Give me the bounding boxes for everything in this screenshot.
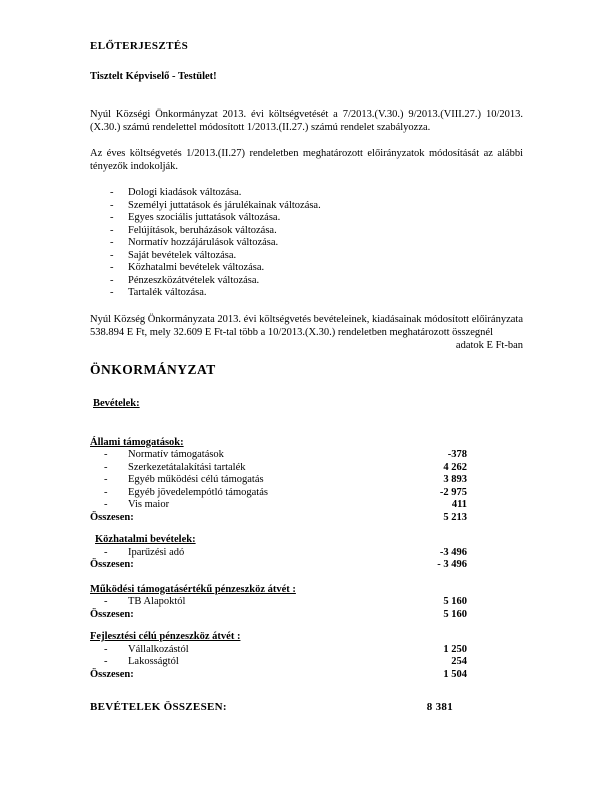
list-item-text: Közhatalmi bevételek változása.: [128, 262, 265, 273]
grand-total-value: 8 381: [426, 701, 453, 713]
total-value: 1 504: [443, 668, 467, 680]
line-item-label: Vis maior: [128, 499, 170, 510]
line-item-value: -2 975: [439, 486, 467, 498]
dash-marker: -: [110, 212, 114, 223]
dash-marker: -: [110, 262, 114, 273]
dash-marker: -: [104, 474, 108, 485]
salutation: Tisztelt Képviselő - Testület!: [90, 71, 217, 82]
line-item-label: TB Alapoktól: [128, 596, 186, 607]
group-allami-tamogatasok: [90, 437, 523, 525]
dash-marker: -: [104, 499, 108, 510]
line-item-value: 3 893: [443, 474, 467, 485]
list-item-text: Felújítások, beruházások változása.: [128, 224, 277, 236]
units-note: adatok E Ft-ban: [455, 339, 523, 351]
line-item: [90, 596, 523, 609]
list-item: [110, 250, 523, 263]
line-item: [90, 656, 523, 669]
line-item-label: Szerkezetátalakítási tartalék: [128, 461, 246, 473]
dash-marker: -: [110, 187, 114, 198]
line-item-value: 4 262: [443, 461, 467, 473]
list-item: [110, 200, 523, 213]
line-item: [90, 462, 523, 475]
dash-marker: -: [110, 224, 114, 236]
total-label: Összesen:: [90, 559, 134, 570]
dash-marker: -: [104, 461, 108, 473]
paragraph-factors: Az éves költségvetés 1/2013.(II.27) rendeletben meghatározott előirányzatok módosítását az alábbi tényezők indokolják.: [90, 148, 523, 172]
total-value: 5 160: [443, 608, 467, 620]
dash-marker: -: [110, 274, 114, 286]
line-item-value: -3 496: [439, 546, 467, 558]
line-item: [90, 547, 523, 560]
section-heading-onkormanyzat: ÖNKORMÁNYZAT: [90, 361, 216, 377]
dash-marker: -: [104, 449, 108, 460]
list-item: [110, 237, 523, 250]
list-item: [110, 287, 523, 300]
group-heading: Fejlesztési célú pénzeszköz átvét :: [90, 631, 241, 642]
list-item: [110, 262, 523, 275]
list-item-text: Egyes szociális juttatások változása.: [128, 212, 281, 223]
dash-marker: -: [110, 237, 114, 248]
line-item-label: Egyéb jövedelempótló támogatás: [128, 486, 268, 498]
list-item-text: Normatív hozzájárulások változása.: [128, 237, 279, 248]
list-item: [110, 187, 523, 200]
list-item: [110, 275, 523, 288]
dash-marker: -: [104, 656, 108, 667]
total-label: Összesen:: [90, 668, 134, 680]
line-item-label: Vállalkozástól: [128, 643, 189, 655]
total-value: - 3 496: [437, 559, 467, 570]
grand-total-label: BEVÉTELEK ÖSSZESEN:: [90, 701, 227, 713]
dash-marker: -: [104, 643, 108, 655]
list-item: [110, 225, 523, 238]
line-item: [90, 474, 523, 487]
list-item-text: Pénzeszközátvételek változása.: [128, 274, 260, 286]
paragraph-summary: Nyúl Község Önkormányzata 2013. évi költségvetés bevételeinek, kiadásainak módosított előirányzata 538.894 E Ft, mely 32.609 E Ft-tal több a 10/2013.(X.30.) rendeletben meghatározott összegnél: [90, 313, 523, 338]
line-item-label: Normatív támogatások: [128, 449, 224, 460]
total-row: [90, 669, 523, 682]
list-item: [110, 212, 523, 225]
dash-marker: -: [110, 199, 114, 211]
line-item: [90, 644, 523, 657]
group-mukodesi-penzeszkoz-atvet: [90, 584, 523, 622]
total-label: Összesen:: [90, 511, 134, 523]
line-item-label: Egyéb működési célú támogatás: [128, 474, 264, 485]
total-row: [90, 559, 523, 572]
total-row: [90, 609, 523, 622]
dash-marker: -: [110, 249, 114, 261]
line-item-label: Lakosságtól: [128, 656, 179, 667]
group-fejlesztesi-penzeszkoz-atvet: [90, 631, 523, 681]
list-item-text: Dologi kiadások változása.: [128, 187, 242, 198]
dash-marker: -: [104, 546, 108, 558]
total-label: Összesen:: [90, 608, 134, 620]
line-item-value: -378: [447, 449, 467, 460]
document-title: ELŐTERJESZTÉS: [90, 40, 189, 52]
line-item: [90, 499, 523, 512]
group-heading: Állami támogatások:: [90, 436, 184, 448]
line-item-label: Iparűzési adó: [128, 546, 185, 558]
group-kozhatalmi-bevetelek: [90, 534, 523, 572]
list-item-text: Saját bevételek változása.: [128, 249, 237, 261]
total-row: [90, 512, 523, 525]
reasons-list: [90, 187, 523, 300]
group-heading: Közhatalmi bevételek:: [95, 534, 196, 545]
line-item-value: 1 250: [443, 643, 467, 655]
grand-total-row: [90, 701, 523, 714]
dash-marker: -: [104, 596, 108, 607]
dash-marker: -: [110, 287, 114, 298]
line-item-value: 254: [451, 656, 467, 667]
total-value: 5 213: [443, 511, 467, 523]
line-item-value: 411: [451, 499, 467, 510]
list-item-text: Személyi juttatások és járulékainak változása.: [128, 199, 321, 211]
dash-marker: -: [104, 486, 108, 498]
line-item-value: 5 160: [443, 596, 467, 607]
group-heading: Működési támogatásértékű pénzeszköz átvét :: [90, 583, 296, 595]
subsection-heading-bevetelek: Bevételek:: [93, 397, 140, 409]
list-item-text: Tartalék változása.: [128, 287, 207, 298]
line-item: [90, 449, 523, 462]
paragraph-regulations: Nyúl Községi Önkormányzat 2013. évi költségvetését a 7/2013.(V.30.) 9/2013.(VIII.27.) 10/2013.(X.30.) számú rendelettel módosított 1/2013.(II.27.) számú rendelet szabályozza.: [90, 109, 523, 133]
line-item: [90, 487, 523, 500]
